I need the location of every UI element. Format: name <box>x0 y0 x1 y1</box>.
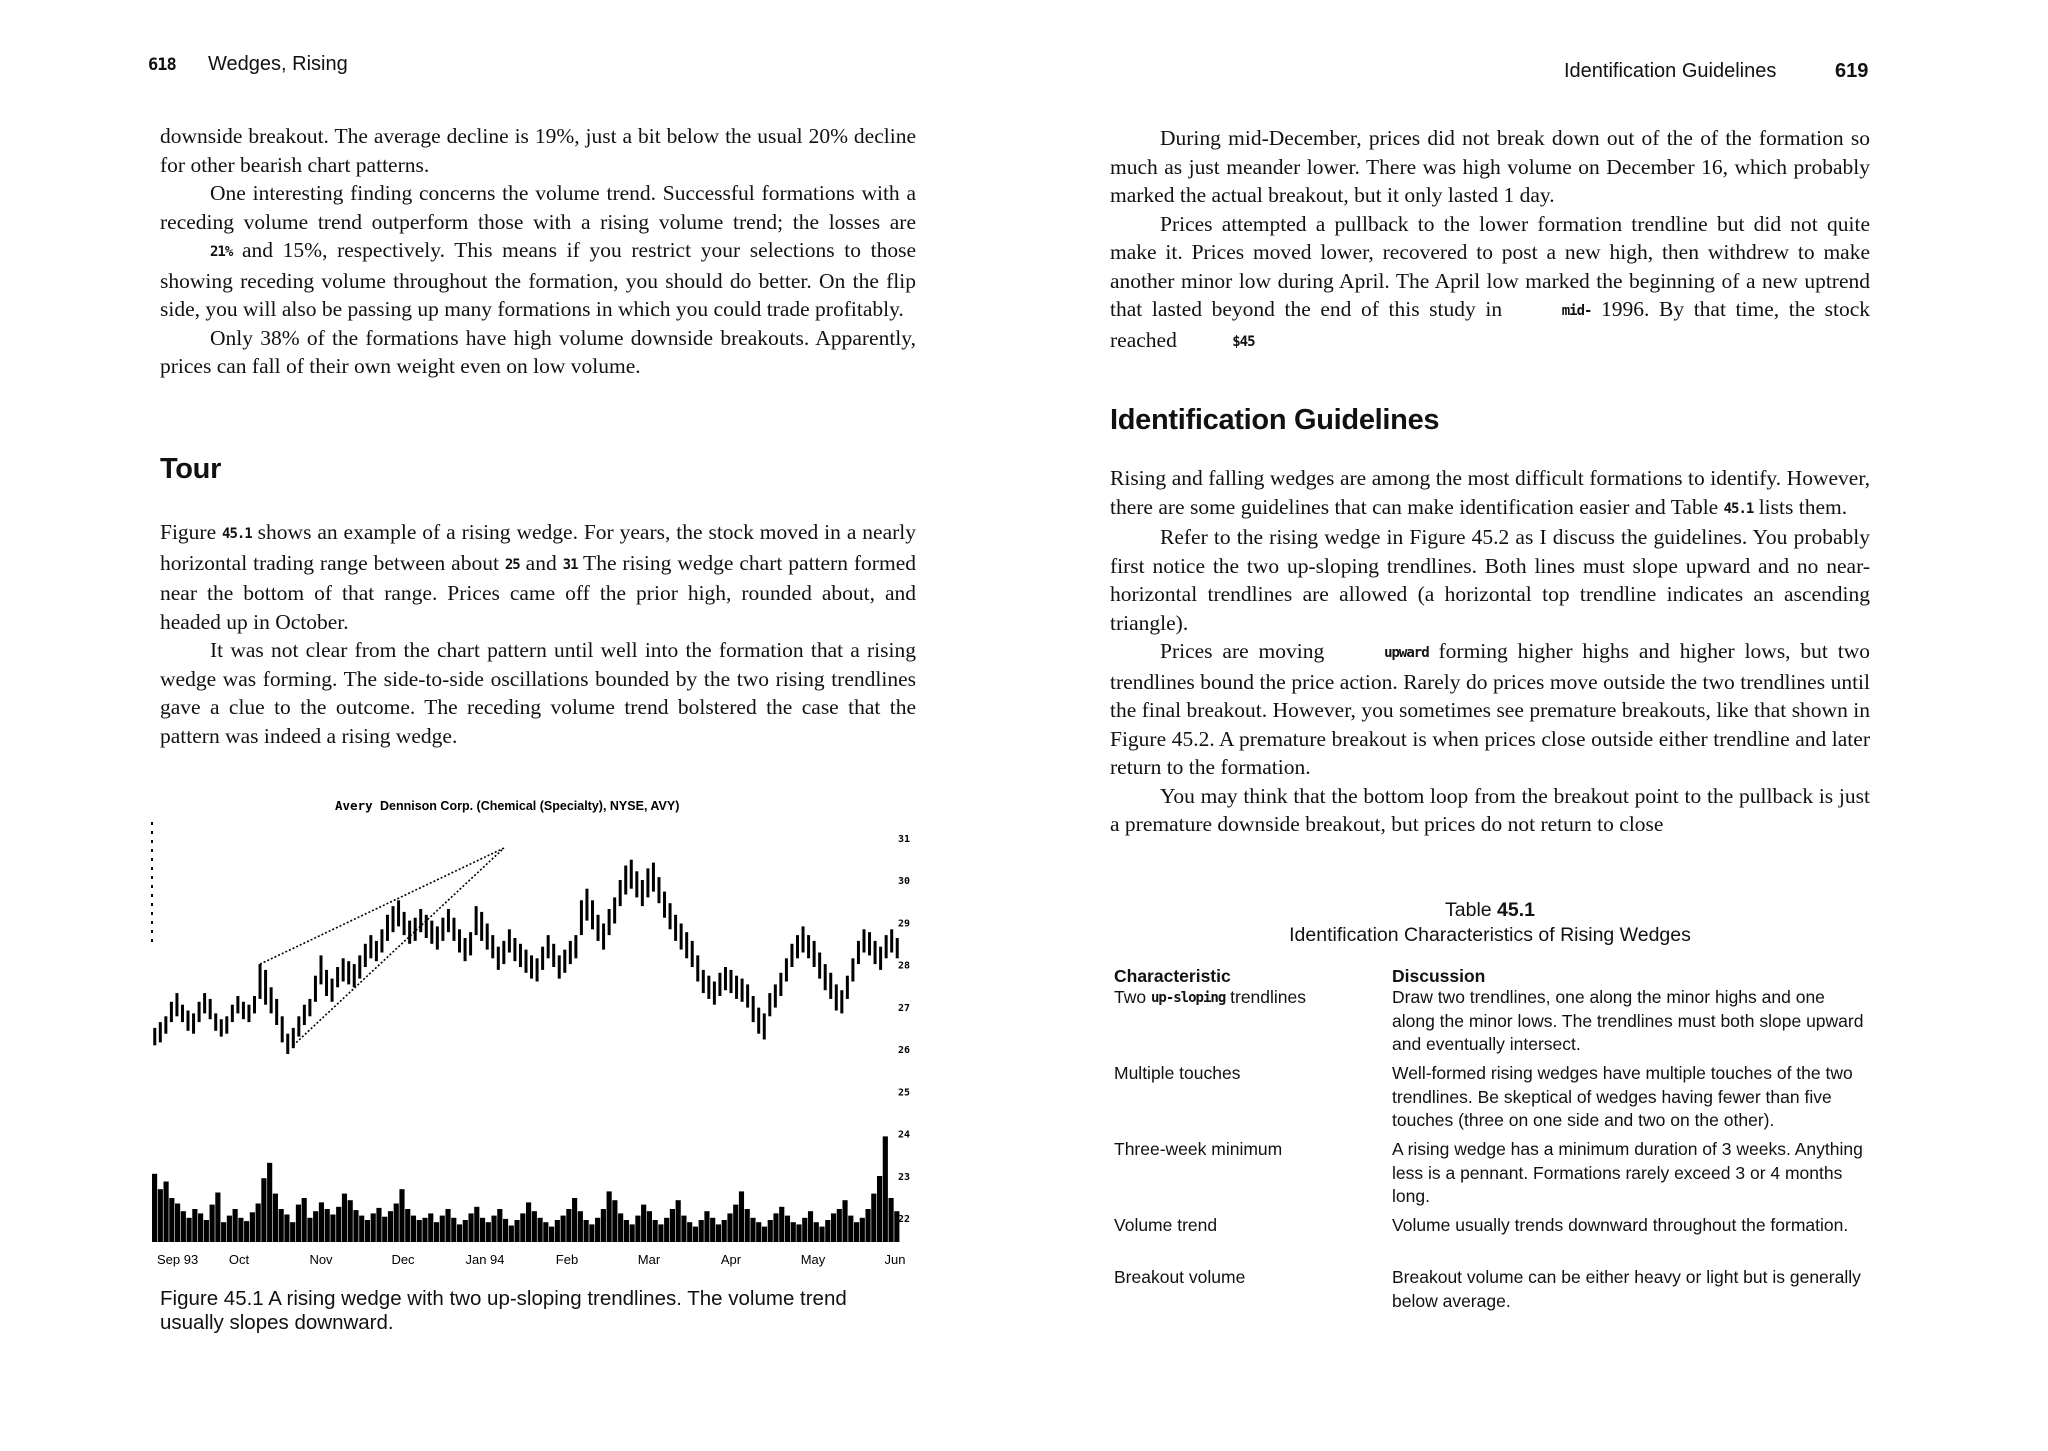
y-tick-label: 25 <box>897 1087 910 1099</box>
trendline-lower <box>293 848 504 1045</box>
volume-bar <box>693 1227 698 1242</box>
volume-bar <box>238 1218 243 1242</box>
left-intro-text <box>160 122 916 381</box>
x-tick-label: Feb <box>555 1252 579 1267</box>
volume-bar <box>842 1200 847 1242</box>
right-page-number: 619 <box>1835 60 1869 82</box>
volume-bar <box>158 1189 163 1242</box>
volume-bar <box>670 1209 675 1242</box>
y-tick-label: 29 <box>897 918 910 930</box>
volume-bar <box>480 1218 485 1242</box>
volume-bar <box>888 1198 893 1242</box>
price-bars <box>155 860 897 1054</box>
volume-bar <box>814 1222 819 1242</box>
volume-bar <box>503 1219 508 1242</box>
volume-bar <box>641 1205 646 1242</box>
y-tick-label: 22 <box>897 1214 910 1225</box>
volume-bar <box>658 1224 663 1242</box>
volume-bar <box>353 1210 358 1242</box>
volume-bar <box>491 1216 496 1242</box>
volume-bar <box>566 1209 571 1242</box>
volume-bar <box>727 1213 732 1242</box>
table-row <box>1110 1214 1870 1266</box>
volume-bar <box>359 1216 364 1242</box>
volume-bar <box>750 1218 755 1242</box>
column-header-characteristic: Characteristic <box>1114 966 1231 986</box>
volume-bar <box>302 1198 307 1242</box>
paragraph: Figure 45.1 shows an example of a rising wedge. For years, the stock moved in a nearly horizontal trading range between about 25 and 31 The rising wedge chart pattern formed near the bottom of that range. Prices came off the prior high, rounded about, and headed up in October. <box>160 520 916 634</box>
paragraph: It was not clear from the chart pattern until well into the formation that a rising wedge was forming. The side-to-side oscillations bounded by the two rising trendlines gave a clue to the outcome. The receding volume trend bolstered the case that the pattern was indeed a rising wedge. <box>160 638 916 748</box>
volume-bar <box>595 1218 600 1242</box>
section-heading-identification: Identification Guidelines <box>1110 404 1440 436</box>
volume-bar <box>768 1220 773 1242</box>
tour-text <box>160 518 916 750</box>
volume-bar <box>526 1202 531 1242</box>
y-tick-label: 31 <box>897 834 910 845</box>
figure-caption: Figure 45.1 A rising wedge with two up-sloping trendlines. The volume trend usually slopes downward. <box>160 1287 847 1334</box>
characteristic-cell: Three-week minimum <box>1114 1139 1283 1159</box>
volume-bar <box>336 1207 341 1242</box>
volume-bar <box>152 1174 157 1242</box>
volume-bar <box>854 1222 859 1242</box>
volume-bar <box>555 1220 560 1242</box>
paragraph: Prices are moving upward forming higher highs and higher lows, but two trendlines bound the price action. Rarely do prices move outside the two trendlines until the final breakout. However, you sometimes see premature breakouts, like that shown in Figure 45.2. A premature breakout is when prices close outside either trendline and later return to the formation. <box>1110 639 1870 779</box>
volume-bar <box>819 1227 824 1242</box>
table-row <box>1110 1266 1870 1318</box>
volume-bar <box>549 1227 554 1242</box>
volume-bar <box>382 1217 387 1242</box>
volume-bar <box>250 1212 255 1242</box>
volume-bar <box>227 1216 232 1242</box>
right-intro-text <box>1110 124 1870 356</box>
volume-bar <box>411 1216 416 1242</box>
volume-bar <box>342 1194 347 1242</box>
table-row <box>1110 1138 1870 1214</box>
volume-bar <box>572 1198 577 1242</box>
table-row <box>1110 986 1870 1062</box>
volume-bar <box>371 1213 376 1242</box>
volume-bar <box>422 1218 427 1242</box>
y-tick-label: 30 <box>897 876 910 888</box>
volume-bar <box>204 1220 209 1242</box>
paragraph: You may think that the bottom loop from the breakout point to the pullback is just a premature downside breakout, but prices do not return to close <box>1110 783 1870 836</box>
characteristic-cell: Breakout volume <box>1114 1267 1246 1287</box>
characteristic-cell: Multiple touches <box>1114 1063 1241 1083</box>
volume-bar <box>192 1209 197 1242</box>
volume-bar <box>699 1220 704 1242</box>
volume-bar <box>290 1222 295 1242</box>
volume-bar <box>164 1182 169 1243</box>
volume-bar <box>532 1211 537 1242</box>
y-tick-label: 27 <box>897 1002 910 1014</box>
volume-bar <box>796 1224 801 1242</box>
paragraph: Only 38% of the formations have high volume downside breakouts. Apparently, prices can fall of their own weight even on low volume. <box>160 325 916 378</box>
volume-bar <box>325 1209 330 1242</box>
volume-bar <box>330 1215 335 1243</box>
volume-bar <box>802 1218 807 1242</box>
x-tick-label: Sep 93 <box>157 1252 199 1267</box>
y-tick-label: 23 <box>897 1171 910 1183</box>
volume-bar <box>538 1218 543 1242</box>
volume-bar <box>871 1194 876 1242</box>
garbled-glyphs: 21% <box>210 244 233 260</box>
characteristic-cell: Volume trend <box>1114 1215 1218 1235</box>
paragraph: Prices attempted a pullback to the lower formation trendline but did not quite make it. Prices moved lower, recovered to post a new high, then withdrew to make another minor low during April. The April low marked the beginning of a new uptrend that lasted beyond the end of this study in mid- 1996. By that time, the stock reached $45 <box>1110 211 1870 352</box>
volume-bar <box>210 1205 215 1242</box>
discussion-cell: A rising wedge has a minimum duration of 3 weeks. Anything less is a pennant. Formations rarely exceed 3 or 4 months long. <box>1392 1139 1863 1206</box>
volume-bar <box>474 1207 479 1242</box>
volume-bar <box>319 1202 324 1242</box>
volume-bar <box>831 1213 836 1242</box>
paragraph: Refer to the rising wedge in Figure 45.2 as I discuss the guidelines. You probably first notice the two up-sloping trendlines. Both lines must slope upward and no near-horizontal trendlines are allowed (a horizontal top trendline indicates an ascending triangle). <box>1110 525 1870 635</box>
volume-bar <box>676 1200 681 1242</box>
volume-bar <box>635 1216 640 1242</box>
volume-bar <box>877 1176 882 1242</box>
volume-bar <box>181 1211 186 1242</box>
x-tick-label: Dec <box>391 1252 415 1267</box>
volume-bar <box>561 1216 566 1242</box>
x-tick-label: May <box>800 1252 826 1267</box>
volume-bar <box>468 1213 473 1242</box>
volume-bar <box>497 1209 502 1242</box>
volume-bar <box>733 1205 738 1242</box>
volume-bar <box>710 1218 715 1242</box>
volume-bar <box>762 1227 767 1242</box>
volume-bar <box>865 1209 870 1242</box>
volume-bar <box>198 1213 203 1242</box>
volume-bar <box>284 1215 289 1243</box>
volume-bar <box>785 1216 790 1242</box>
volume-bar <box>664 1218 669 1242</box>
volume-bar <box>837 1209 842 1242</box>
volume-bar <box>618 1213 623 1242</box>
volume-bar <box>261 1178 266 1242</box>
chart-title-prefix: Avery <box>335 798 373 813</box>
table-body <box>1110 986 1870 1318</box>
volume-bar <box>434 1222 439 1242</box>
chart-title: Dennison Corp. (Chemical (Specialty), NYSE, AVY) <box>380 799 680 813</box>
volume-bar <box>808 1211 813 1242</box>
x-tick-label: Oct <box>228 1252 250 1267</box>
volume-bar <box>273 1194 278 1242</box>
figure-45-1 <box>140 792 920 1272</box>
volume-bar <box>704 1211 709 1242</box>
volume-bar <box>428 1213 433 1242</box>
volume-bar <box>509 1226 514 1243</box>
volume-bar <box>187 1218 192 1242</box>
volume-bar <box>848 1216 853 1242</box>
column-header-discussion: Discussion <box>1392 966 1486 986</box>
y-tick-label: 28 <box>897 960 910 972</box>
y-tick-label: 26 <box>897 1045 910 1057</box>
volume-bars <box>152 1136 899 1242</box>
volume-bar <box>791 1222 796 1242</box>
table-45-1 <box>1110 898 1870 1318</box>
volume-bar <box>589 1224 594 1242</box>
x-tick-label: Jan 94 <box>465 1252 505 1267</box>
volume-bar <box>653 1220 658 1242</box>
volume-bar <box>486 1222 491 1242</box>
paragraph: Rising and falling wedges are among the most difficult formations to identify. However, there are some guidelines that can make identification easier and Table 45.1 lists them. <box>1110 466 1870 519</box>
paragraph: downside breakout. The average decline is 19%, just a bit below the usual 20% decline for other bearish chart patterns. <box>160 124 916 177</box>
volume-bar <box>279 1209 284 1242</box>
volume-bar <box>313 1211 318 1242</box>
discussion-cell: Well-formed rising wedges have multiple touches of the two trendlines. Be skeptical of wedges having fewer than five touches (three on one side and two on the other). <box>1392 1063 1853 1130</box>
volume-bar <box>607 1191 612 1242</box>
x-tick-label: Mar <box>637 1252 661 1267</box>
volume-bar <box>221 1222 226 1242</box>
x-tick-label: Jun <box>884 1252 906 1267</box>
characteristic-cell: Two up-sloping trendlines <box>1114 987 1307 1007</box>
volume-bar <box>883 1136 888 1242</box>
discussion-cell: Breakout volume can be either heavy or light but is generally below average. <box>1392 1267 1861 1311</box>
volume-bar <box>543 1222 548 1242</box>
volume-bar <box>267 1163 272 1242</box>
x-tick-label: Nov <box>309 1252 333 1267</box>
volume-bar <box>445 1209 450 1242</box>
volume-bar <box>457 1224 462 1242</box>
table-row <box>1110 1062 1870 1138</box>
volume-bar <box>365 1220 370 1242</box>
volume-bar <box>739 1191 744 1242</box>
volume-bar <box>463 1220 468 1242</box>
right-running-head: Identification Guidelines <box>1564 60 1777 82</box>
volume-bar <box>307 1218 312 1242</box>
table-title: Identification Characteristics of Rising Wedges <box>1289 924 1691 946</box>
volume-bar <box>745 1209 750 1242</box>
volume-bar <box>175 1204 180 1243</box>
volume-bar <box>296 1205 301 1242</box>
volume-bar <box>687 1222 692 1242</box>
paragraph: One interesting finding concerns the volume trend. Successful formations with a receding volume trend outperform those with a rising volume trend; the losses are 21% and 15%, respectively. This means if you restrict your selections to those showing receding volume throughout the formation, you should do better. On the flip side, you will also be passing up many formations in which you could trade profitably. <box>160 181 916 321</box>
volume-bar <box>394 1204 399 1243</box>
left-page-number: 618 <box>148 55 176 75</box>
volume-bar <box>584 1220 589 1242</box>
y-tick-label: 24 <box>897 1129 910 1141</box>
volume-bar <box>169 1198 174 1242</box>
volume-bar <box>215 1193 220 1243</box>
volume-bar <box>779 1207 784 1242</box>
volume-bar <box>405 1209 410 1242</box>
volume-bar <box>624 1220 629 1242</box>
volume-bar <box>722 1220 727 1242</box>
volume-bar <box>716 1224 721 1242</box>
left-running-head: Wedges, Rising <box>208 53 348 75</box>
volume-bar <box>612 1200 617 1242</box>
x-axis-ticks <box>157 1252 905 1267</box>
volume-bar <box>520 1213 525 1242</box>
volume-bar <box>417 1220 422 1242</box>
table-label: Table 45.1 <box>1445 899 1535 921</box>
volume-bar <box>860 1218 865 1242</box>
volume-bar <box>601 1209 606 1242</box>
identification-text <box>1110 464 1870 839</box>
discussion-cell: Volume usually trends downward throughout the formation. <box>1392 1215 1849 1235</box>
volume-bar <box>514 1220 519 1242</box>
volume-bar <box>244 1221 249 1242</box>
volume-bar <box>440 1216 445 1242</box>
section-heading-tour: Tour <box>160 453 222 485</box>
volume-bar <box>647 1211 652 1242</box>
y-axis-ticks <box>152 822 910 1225</box>
volume-bar <box>756 1222 761 1242</box>
volume-bar <box>399 1189 404 1242</box>
volume-bar <box>451 1218 456 1242</box>
stock-chart <box>140 792 920 1272</box>
volume-bar <box>376 1208 381 1242</box>
discussion-cell: Draw two trendlines, one along the minor highs and one along the minor lows. The trendlines must both slope upward and eventually intersect. <box>1392 987 1864 1054</box>
volume-bar <box>388 1211 393 1242</box>
paragraph: During mid-December, prices did not break down out of the of the formation so much as just meander lower. There was high volume on December 16, which probably marked the actual breakout, but it only lasted 1 day. <box>1110 126 1870 207</box>
volume-bar <box>681 1216 686 1242</box>
volume-bar <box>825 1220 830 1242</box>
volume-bar <box>630 1224 635 1242</box>
volume-bar <box>578 1211 583 1242</box>
x-tick-label: Apr <box>720 1252 742 1267</box>
volume-bar <box>256 1204 261 1243</box>
volume-bar <box>348 1200 353 1242</box>
volume-bar <box>773 1213 778 1242</box>
volume-bar <box>233 1209 238 1242</box>
